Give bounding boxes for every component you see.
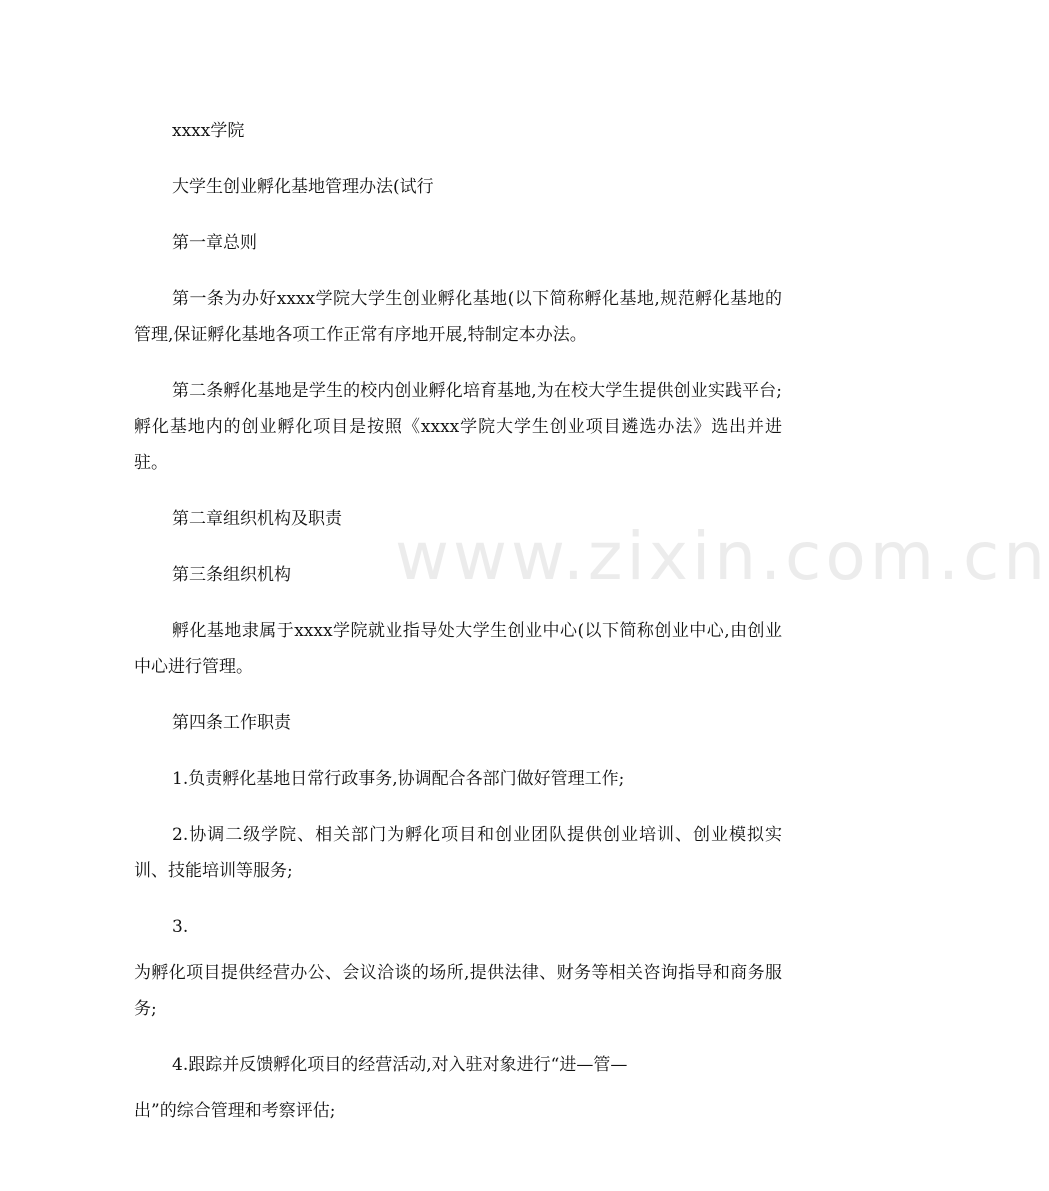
duty-item-1: 1.负责孵化基地日常行政事务,协调配合各部门做好管理工作;: [172, 769, 625, 789]
article-3-heading: 第三条组织机构: [172, 565, 291, 585]
duty-item-2: 2.协调二级学院、相关部门为孵化项目和创业团队提供创业培训、创业模拟实训、技能培训等服务;: [134, 825, 782, 881]
duty-item-3-text: 为孵化项目提供经营办公、会议洽谈的场所,提供法律、财务等相关咨询指导和商务服务;: [134, 963, 782, 1019]
article-4-heading: 第四条工作职责: [172, 713, 291, 733]
watermark: www.zixin.com.cn: [395, 518, 1049, 595]
article-3-body: 孵化基地隶属于xxxx学院就业指导处大学生创业中心(以下简称创业中心,由创业中心进行管理。: [134, 621, 782, 677]
chapter-2-heading: 第二章组织机构及职责: [172, 509, 342, 529]
institution-name: xxxx学院: [172, 121, 245, 141]
duty-item-4-continuation: 出”的综合管理和考察评估;: [134, 1101, 336, 1121]
document-body: [134, 113, 782, 1149]
article-2: 第二条孵化基地是学生的校内创业孵化培育基地,为在校大学生提供创业实践平台;孵化基地内的创业孵化项目是按照《xxxx学院大学生创业项目遴选办法》选出并进驻。: [134, 381, 782, 473]
chapter-1-heading: 第一章总则: [172, 233, 257, 253]
duty-item-3-number: 3.: [172, 917, 189, 937]
article-1: 第一条为办好xxxx学院大学生创业孵化基地(以下简称孵化基地,规范孵化基地的管理,保证孵化基地各项工作正常有序地开展,特制定本办法。: [134, 289, 782, 345]
duty-item-4: 4.跟踪并反馈孵化项目的经营活动,对入驻对象进行“进—管—: [172, 1055, 628, 1075]
document-title: 大学生创业孵化基地管理办法(试行: [172, 177, 434, 197]
